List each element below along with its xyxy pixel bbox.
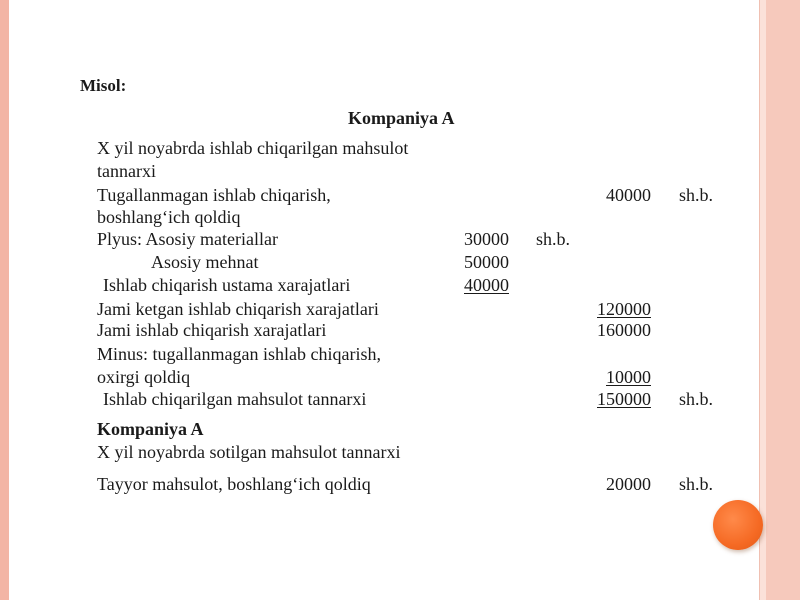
wip-end-value: 10000 xyxy=(606,367,651,387)
wip-begin-value: 40000 xyxy=(606,185,651,205)
minus-label-line2: oxirgi qoldiq xyxy=(97,367,191,387)
slide-left-border xyxy=(0,0,9,600)
overhead-label: Ishlab chiqarish ustama xarajatlari xyxy=(103,275,351,295)
section2-title: Kompaniya A xyxy=(97,419,204,439)
section1-title-line2: tannarxi xyxy=(97,161,156,181)
total-costs-value: 160000 xyxy=(597,320,651,340)
slide-right-border xyxy=(766,0,800,600)
materials-unit: sh.b. xyxy=(536,229,571,249)
section1-title-line1: X yil noyabrda ishlab chiqarilgan mahsulot xyxy=(97,138,409,158)
labor-label: Asosiy mehnat xyxy=(151,252,259,272)
total-incurred-label: Jami ketgan ishlab chiqarish xarajatlari xyxy=(97,299,379,319)
labor-value: 50000 xyxy=(464,252,509,272)
orange-dot-icon xyxy=(713,500,763,550)
fg-begin-value: 20000 xyxy=(606,474,651,494)
wip-begin-label-line2: boshlang‘ich qoldiq xyxy=(97,207,241,227)
materials-value: 30000 xyxy=(464,229,509,249)
cogm-value: 150000 xyxy=(597,389,651,409)
minus-label-line1: Minus: tugallanmagan ishlab chiqarish, xyxy=(97,344,381,364)
fg-begin-label: Tayyor mahsulot, boshlang‘ich qoldiq xyxy=(97,474,371,494)
company-title: Kompaniya A xyxy=(348,108,455,128)
overhead-value: 40000 xyxy=(464,275,509,295)
cogm-unit: sh.b. xyxy=(679,389,714,409)
wip-begin-unit: sh.b. xyxy=(679,185,714,205)
section2-title-line1: X yil noyabrda sotilgan mahsulot tannarxi xyxy=(97,442,401,462)
slide-heading: Misol: xyxy=(80,76,127,95)
total-incurred-value: 120000 xyxy=(597,299,651,319)
cogm-label: Ishlab chiqarilgan mahsulot tannarxi xyxy=(103,389,367,409)
fg-begin-unit: sh.b. xyxy=(679,474,714,494)
plus-materials-label: Plyus: Asosiy materiallar xyxy=(97,229,278,249)
total-costs-label: Jami ishlab chiqarish xarajatlari xyxy=(97,320,327,340)
wip-begin-label-line1: Tugallanmagan ishlab chiqarish, xyxy=(97,185,331,205)
